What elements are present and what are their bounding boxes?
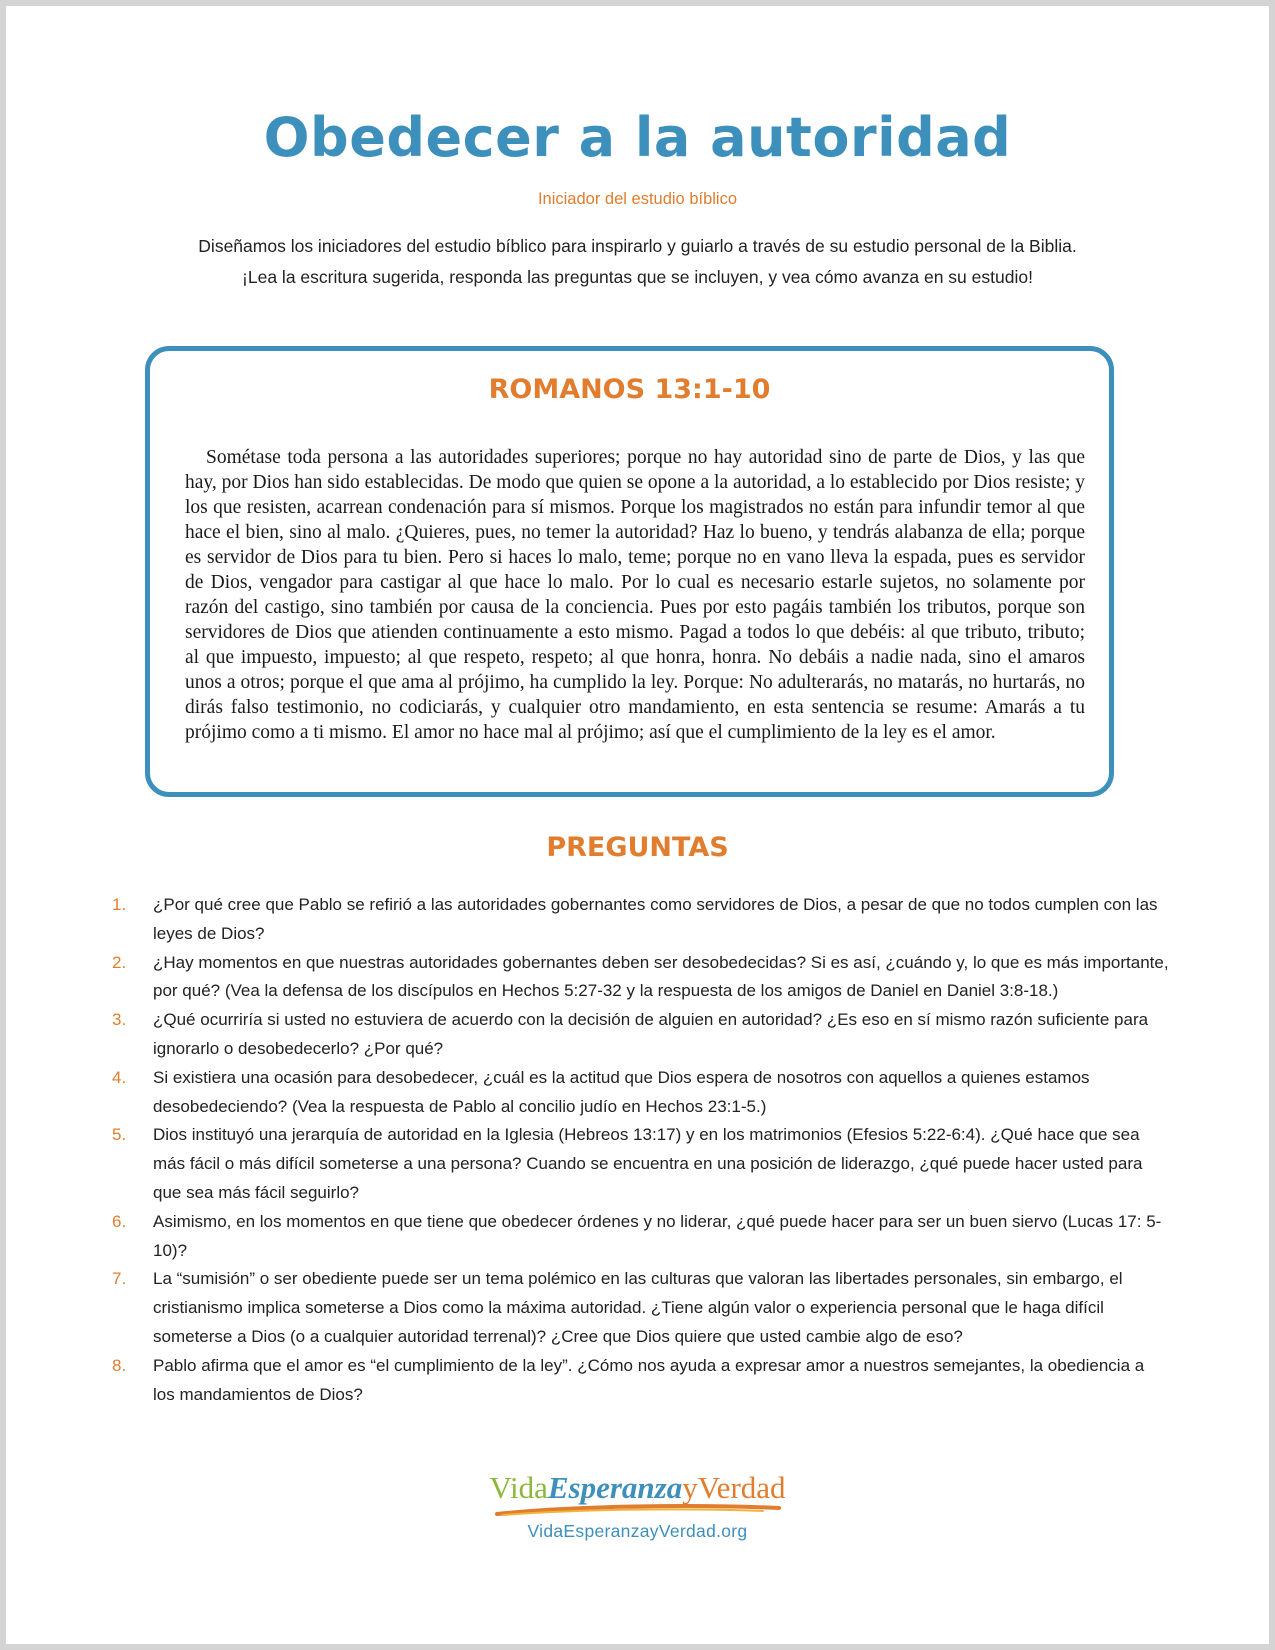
question-text: Asimismo, en los momentos en que tiene que obedecer órdenes y no liderar, ¿qué puede hacer para ser un buen siervo (Lucas 17: 5-10)? bbox=[153, 1211, 1162, 1260]
logo-word-y: y bbox=[682, 1470, 698, 1505]
intro-line: ¡Lea la escritura sugerida, responda las preguntas que se incluyen, y vea cómo avanza en su estudio! bbox=[242, 267, 1033, 287]
question-item bbox=[112, 1006, 1170, 1064]
page-title: Obedecer a la autoridad bbox=[263, 106, 1012, 169]
question-text: Si existiera una ocasión para desobedecer, ¿cuál es la actitud que Dios espera de nosotros con aquellos a quienes estamos desobedeciendo? (Vea la respuesta de Pablo al concilio judío en Hechos 23:1-5.) bbox=[153, 1067, 1090, 1116]
question-text: La “sumisión” o ser obediente puede ser un tema polémico en las culturas que valoran las libertades personales, sin embargo, el cristianismo implica someterse a Dios como la máxima autoridad. ¿Tiene algún valor o experiencia personal que le haga difícil someterse a Dios (o a cualquier autoridad terrenal)? ¿Cree que Dios quiere que usted cambie algo de eso? bbox=[153, 1269, 1123, 1346]
document-page bbox=[6, 6, 1269, 1644]
scripture-text: Sométase toda persona a las autoridades superiores; porque no hay autoridad sino de parte de Dios, y las que hay, por Dios han sido establecidas. De modo que quien se opone a la autoridad, a lo establecido por Dios resiste; y los que resisten, acarrean condenación para sí mismos. Porque los magistrados no están para infundir temor al que hace el bien, sino al malo. ¿Quieres, pues, no temer la autoridad? Haz lo bueno, y tendrás alabanza de ella; porque es servidor de Dios para tu bien. Pero si haces lo malo, teme; porque no en vano lleva la espada, pues es servidor de Dios, vengador para castigar al que hace lo malo. Por lo cual es necesario estarle sujetos, no solamente por razón del castigo, sino también por causa de la conciencia. Pues por esto pagáis también los tributos, porque son servidores de Dios que atienden continuamente a esto mismo. Pagad a todos lo que debéis: al que tributo, tributo; al que impuesto, impuesto; al que respeto, respeto; al que honra, honra. No debáis a nadie nada, sino el amaros unos a otros; porque el que ama al prójimo, ha cumplido la ley. Porque: No adulterarás, no matarás, no hurtarás, no dirás falso testimonio, no codiciarás, y cualquier otro mandamiento, en esta sentencia se resume: Amarás a tu prójimo como a ti mismo. El amor no hace mal al prójimo; así que el cumplimiento de la ley es el amor. bbox=[185, 447, 1085, 743]
question-number: 5. bbox=[112, 1125, 127, 1145]
question-number: 8. bbox=[112, 1355, 127, 1375]
question-text: ¿Qué ocurriría si usted no estuviera de acuerdo con la decisión de alguien en autoridad? ¿Es eso en sí mismo razón suficiente para ignorarlo o desobedecerlo? ¿Por qué? bbox=[153, 1010, 1149, 1058]
question-item bbox=[112, 891, 1170, 949]
scripture-reference: ROMANOS 13:1-10 bbox=[488, 374, 771, 405]
website-link[interactable]: VidaEsperanzayVerdad.org bbox=[527, 1521, 748, 1541]
question-text: Dios instituyó una jerarquía de autoridad en la Iglesia (Hebreos 13:17) y en los matrimonios (Efesios 5:22-6:4). ¿Qué hace que sea más fácil o más difícil someterse a una persona? Cuando se encuentra en una posición de liderazgo, ¿qué puede hacer usted para que sea más fácil seguirlo? bbox=[153, 1125, 1143, 1202]
question-text: ¿Por qué cree que Pablo se refirió a las autoridades gobernantes como servidores de Dios, a pesar de que no todos cumplen con las leyes de Dios? bbox=[153, 895, 1158, 943]
question-item bbox=[112, 1265, 1170, 1351]
question-number: 4. bbox=[112, 1067, 127, 1087]
question-number: 1. bbox=[112, 895, 127, 914]
question-item bbox=[112, 1121, 1170, 1207]
question-item bbox=[112, 949, 1170, 1007]
site-logo[interactable] bbox=[6, 1471, 1269, 1542]
logo-word-vida: Vida bbox=[489, 1470, 548, 1505]
logo-wordmark bbox=[489, 1471, 785, 1505]
questions-heading: PREGUNTAS bbox=[546, 832, 729, 863]
logo-swoosh-icon bbox=[493, 1503, 783, 1517]
logo-word-esperanza: Esperanza bbox=[547, 1470, 683, 1505]
question-number: 3. bbox=[112, 1010, 127, 1030]
questions-list bbox=[112, 891, 1170, 1409]
question-text: Pablo afirma que el amor es “el cumplimiento de la ley”. ¿Cómo nos ayuda a expresar amor a nuestros semejantes, la obediencia a los mandamientos de Dios? bbox=[153, 1355, 1145, 1404]
intro-line: Diseñamos los iniciadores del estudio bíblico para inspirarlo y guiarlo a través de su estudio personal de la Biblia. bbox=[198, 236, 1077, 256]
question-text: ¿Hay momentos en que nuestras autoridades gobernantes deben ser desobedecidas? Si es así, ¿cuándo y, lo que es más importante, por qué? (Vea la defensa de los discípulos en Hechos 5:27-32 y la respuesta de los amigos de Daniel en Daniel 3:8-18.) bbox=[153, 952, 1169, 1001]
question-item bbox=[112, 1208, 1170, 1266]
question-number: 7. bbox=[112, 1269, 127, 1289]
question-number: 2. bbox=[112, 952, 127, 972]
scripture-box bbox=[145, 346, 1114, 797]
logo-word-verdad: Verdad bbox=[697, 1470, 786, 1505]
question-number: 6. bbox=[112, 1211, 127, 1231]
intro-text bbox=[6, 231, 1269, 293]
page-subtitle: Iniciador del estudio bíblico bbox=[537, 190, 738, 208]
question-item bbox=[112, 1064, 1170, 1122]
question-item bbox=[112, 1352, 1170, 1410]
